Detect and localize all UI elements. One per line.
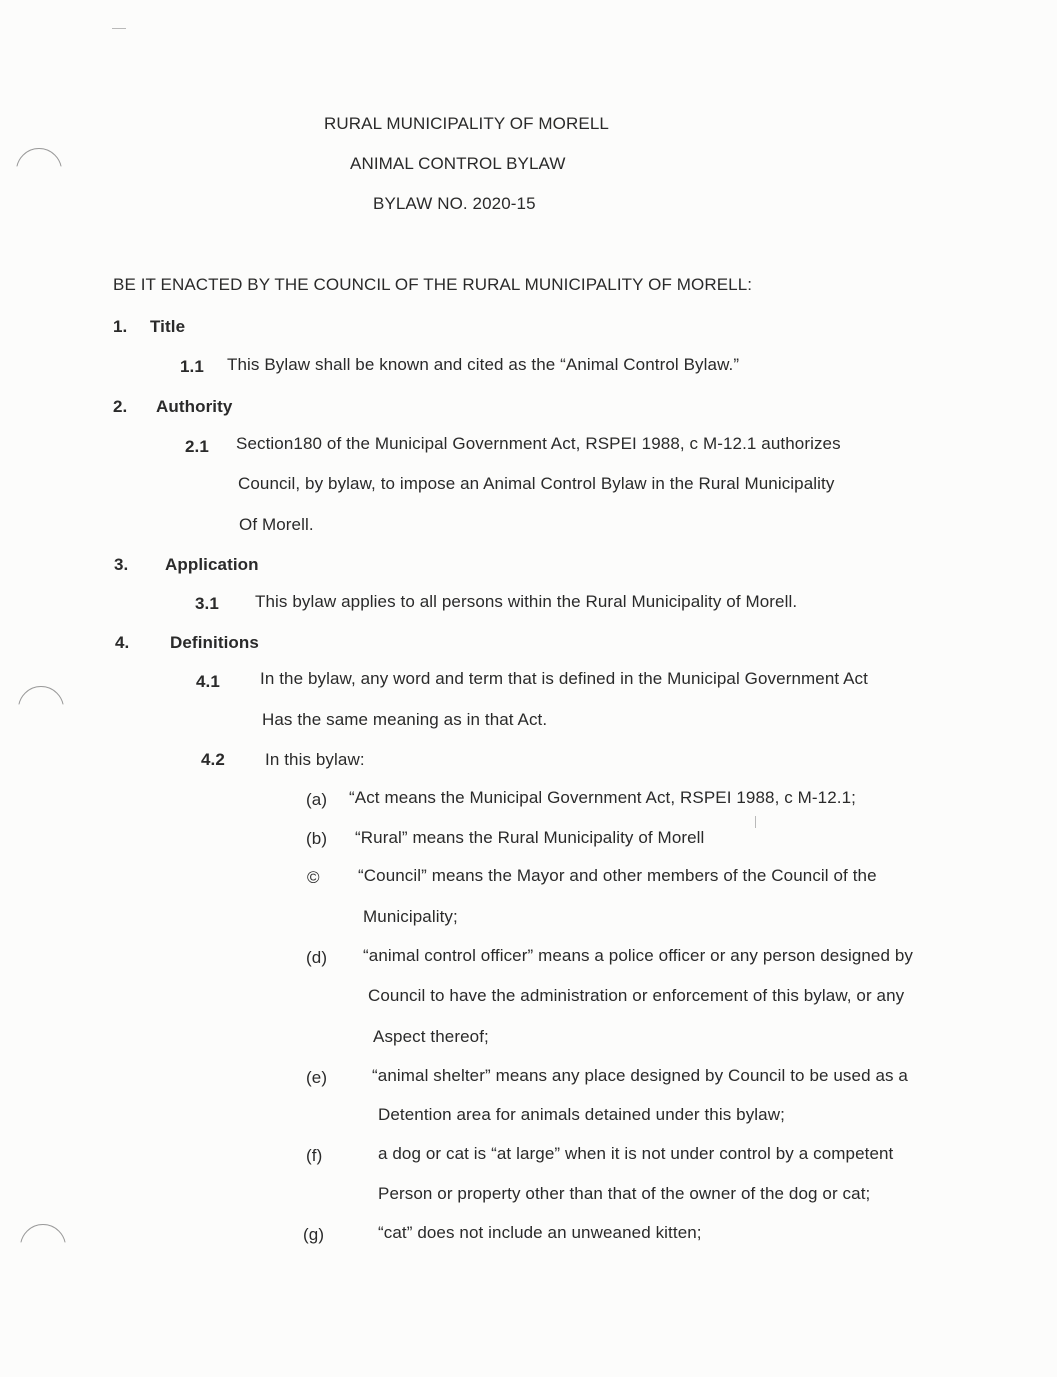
section-title: Definitions bbox=[170, 633, 259, 652]
definition-text: “Council” means the Mayor and other members of the Council of the bbox=[358, 866, 877, 885]
section-title: Application bbox=[165, 555, 259, 574]
enactment-clause: BE IT ENACTED BY THE COUNCIL OF THE RURAL MUNICIPALITY OF MORELL: bbox=[113, 275, 753, 294]
section-title: Title bbox=[150, 317, 186, 336]
definition-text: Detention area for animals detained under this bylaw; bbox=[378, 1105, 785, 1124]
punch-hole-middle bbox=[18, 686, 64, 732]
header-bylaw-number: BYLAW NO. 2020-15 bbox=[373, 194, 536, 213]
subsection-number: 2.1 bbox=[185, 437, 209, 456]
definition-label: (a) bbox=[306, 790, 328, 809]
definition-text: a dog or cat is “at large” when it is not under control by a competent bbox=[378, 1144, 894, 1163]
definition-text: Person or property other than that of the owner of the dog or cat; bbox=[378, 1184, 871, 1203]
definition-label: © bbox=[307, 868, 320, 887]
punch-hole-top bbox=[16, 148, 62, 194]
subsection-number: 3.1 bbox=[195, 594, 219, 613]
section-title: Authority bbox=[156, 397, 233, 416]
subsection-text: This bylaw applies to all persons within the Rural Municipality of Morell. bbox=[255, 592, 798, 611]
section-number: 2. bbox=[113, 397, 128, 416]
definition-text: “Act means the Municipal Government Act, RSPEI 1988, c M-12.1; bbox=[349, 788, 856, 807]
definition-text: Council to have the administration or enforcement of this bylaw, or any bbox=[368, 986, 905, 1005]
definition-label: (g) bbox=[303, 1225, 325, 1244]
section-number: 1. bbox=[113, 317, 128, 336]
section-number: 3. bbox=[114, 555, 129, 574]
definition-text: “cat” does not include an unweaned kitten; bbox=[378, 1223, 702, 1242]
definition-label: (d) bbox=[306, 948, 328, 967]
definition-text: Aspect thereof; bbox=[373, 1027, 489, 1046]
subsection-text: In this bylaw: bbox=[265, 750, 365, 769]
subsection-text: This Bylaw shall be known and cited as the “Animal Control Bylaw.” bbox=[227, 355, 740, 374]
subsection-text: Of Morell. bbox=[239, 515, 314, 534]
section-number: 4. bbox=[115, 633, 130, 652]
subsection-text: Section180 of the Municipal Government Act, RSPEI 1988, c M-12.1 authorizes bbox=[236, 434, 841, 453]
definition-label: (f) bbox=[306, 1146, 323, 1165]
header-municipality: RURAL MUNICIPALITY OF MORELL bbox=[324, 114, 609, 133]
subsection-number: 1.1 bbox=[180, 357, 204, 376]
subsection-number: 4.2 bbox=[201, 750, 225, 769]
definition-text: “animal shelter” means any place designed by Council to be used as a bbox=[372, 1066, 908, 1085]
definition-text: “animal control officer” means a police officer or any person designed by bbox=[363, 946, 914, 965]
scan-speck bbox=[112, 28, 126, 29]
punch-hole-bottom bbox=[20, 1224, 66, 1270]
subsection-number: 4.1 bbox=[196, 672, 220, 691]
definition-label: (e) bbox=[306, 1068, 328, 1087]
subsection-text: Council, by bylaw, to impose an Animal Control Bylaw in the Rural Municipality bbox=[238, 474, 835, 493]
definition-label: (b) bbox=[306, 829, 328, 848]
subsection-text: In the bylaw, any word and term that is defined in the Municipal Government Act bbox=[260, 669, 868, 688]
definition-text: Municipality; bbox=[363, 907, 458, 926]
scan-speck bbox=[755, 816, 756, 828]
definition-text: “Rural” means the Rural Municipality of Morell bbox=[355, 828, 705, 847]
header-bylaw-title: ANIMAL CONTROL BYLAW bbox=[350, 154, 566, 173]
subsection-text: Has the same meaning as in that Act. bbox=[262, 710, 548, 729]
